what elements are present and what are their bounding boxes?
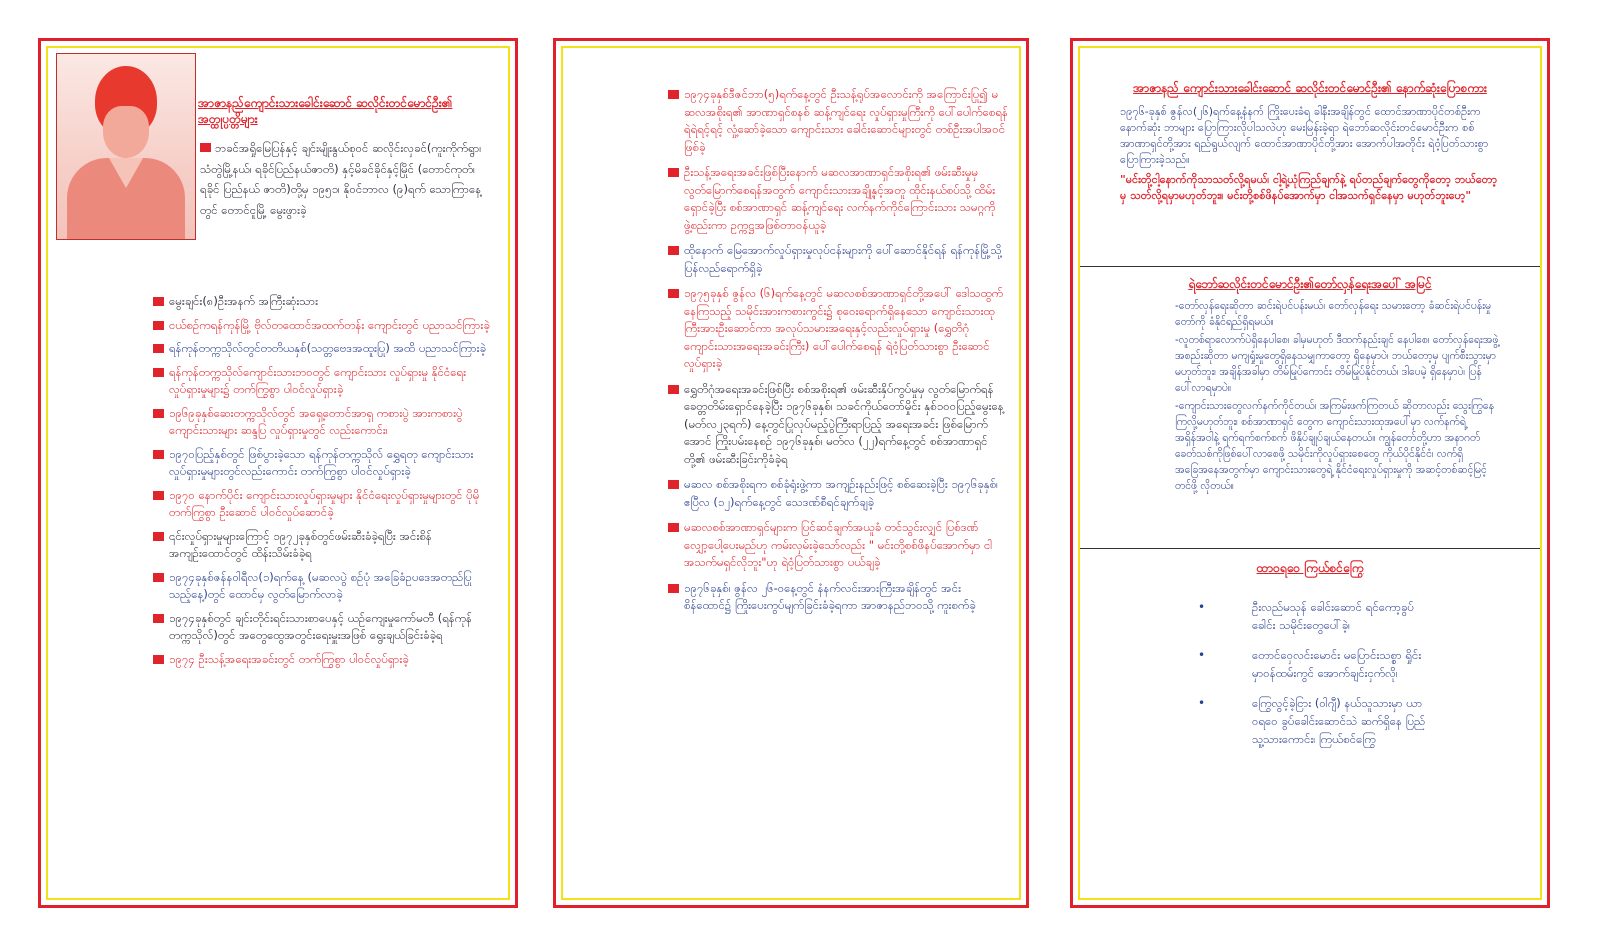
biography-intro [60, 138, 490, 220]
list-item [668, 285, 1008, 373]
bullet-marker [153, 614, 164, 623]
last-words-section [1120, 80, 1500, 204]
list-item [153, 446, 493, 481]
intro-block [200, 138, 490, 220]
bullet-marker [668, 246, 679, 255]
bullet-marker [668, 90, 679, 99]
poem-item-text: တောင်ဝှေလင်းမောင်း မပြောင်းသစ္စာ ရှိုင်းမှာဝန်ထမ်းကွင် အောက်ချင်းငှက်လို၊ [1252, 648, 1422, 680]
bullet-marker [153, 409, 164, 418]
revolution-view-line: -လူတစ်ရာလောက်ပဲရှိနေပါစေ၊ ခါမှမဟုတ် ဒီထက်နည်းချင် နေပါစေ၊ တော်လှန်ရေးအဖွဲ့အစည်းဆိုတာ မကျရှုံးမှုတွေရှိနေသမျှကာတော့ ရှိနေမှာပဲ၊ ဘယ်တော့မှ ပျက်စီးသွားမှာမဟုတ်ဘူး၊ အချိန်အခါမှာ တိမ်မြုပ်ကောင်း တိမ်မြုပ်နိုင်တယ်၊ ဒါပေမဲ့ ရှိနေမှာပဲ၊ ပြန်ပေါ်လာရမှာပဲ။ [1175, 334, 1499, 394]
list-item-text: ၁၉၇၆ခုနှစ်၊ ဇွန်လ ၂၆-ဝနေ့တွင် နံနက်လင်းအားကြီးအချိန်တွင် အင်းစိန်ထောင်၌ ကြိုးပေးကွပ်မျက်ခြင်းခံခဲ့ရကာ အာဇာနည်ဘဝသို့ ကူးစက်ခဲ့ [684, 580, 976, 612]
bullet-marker [668, 289, 679, 298]
last-words-body: ၁၉၇၆-ခုနှစ် ဇွန်လ(၂၆)ရက်နေ့နံနက် ကြိုးပေးခံရ ခါနီးအချိန်တွင် ထောင်အာဏာပိုင်တစ်ဦးက နောက်ဆုံး ဘာများ ပြောကြားလိုပါသလဲဟု မေးမြန်းခဲ့ရာ ရဲဘော်ဆလိုင်းတင်မောင်ဦးက စစ်အာဏာရှင်တို့အား ရည်ရွယ်လျက် ထောင်အာဏာပိုင်တို့အား အောက်ပါအတိုင်း ရဲဝံ့ပြတ်သားစွာ ပြောကြားခဲ့သည်။ [1120, 105, 1489, 166]
list-item [153, 293, 493, 311]
list-item-text: ထိုနောက် မြေအောက်လှုပ်ရှားမှုလုပ်ငန်းများကို ပေါ်ဆောင်နိုင်ရန် ရန်ကုန်မြို့သို့ ပြန်လည်ရောက်ရှိခဲ့ [684, 243, 1002, 275]
poem-section [1120, 560, 1500, 576]
list-item-text: ၁၉၇၄ခုနှစ်ဇန်နဝါရီလ(၁)ရက်နေ့ (မဆလပွဲ စဉ်ပုံ အခြေခံဥပဒေအတည်ပြုသည့်နေ့)တွင် ထောင်မှ လွတ်မြောက်လာခဲ့ [169, 569, 472, 601]
bullet-marker [153, 344, 164, 353]
left-panel-inner [46, 46, 510, 900]
revolution-view-section [1120, 276, 1500, 496]
events-list [668, 86, 1008, 623]
bullet-marker [668, 480, 679, 489]
poem-title: ထာဝရဝေ ကြယ်စင်ကြွေ [1256, 561, 1364, 575]
list-item [668, 519, 1008, 572]
revolution-view-line: -ကျောင်းသားတွေလက်နက်ကိုင်တယ်၊ အကြမ်းဖက်ကြတယ် ဆိုတာလည်း သွေးကြွနေကြလို့မဟုတ်ဘူး၊ စစ်အာဏာရှင် တွေက ကျောင်းသားထုအပေါ်မှာ လက်နက်ရဲ့အရှိန်အဝါနဲ့ ရက်ရက်စက်စက် ဖိနှိပ်ချုပ်ချယ်နေတယ်။ ကျွန်တော်တို့ဟာ အနာဂတ်ခေတ်သစ်ကိုဖြစ်ပေါ်လာစေဖို့ သမိုင်းကိုလှုပ်ရှားစေတွေ ကိုယ်ပိုင်နိုင်ငံ၊ လက်ရှိအခြေအနေအတွက်မှာ ကျောင်းသားတွေရဲ့ နိုင်ငံရေးလှုပ်ရှားမှုကို အဆင့်တစ်ဆင့်မြင့်တင်ဖို့ လိုတယ်။ [1175, 400, 1495, 492]
list-item-text: မဆလ စစ်အစိုးရက စစ်ခုံရုံးဖွဲ့ကာ အကျဉ်းနည်းဖြင့် စစ်ဆေးခဲ့ပြီး ၁၉၇၆ခုနှစ်၊ ဧပြီလ (၁၂)ရက်နေ့တွင် သေဒဏ်စီရင်ချက်ချခဲ့ [684, 477, 998, 509]
list-item [153, 340, 493, 358]
list-item [153, 528, 493, 563]
bullet-dot-icon: • [1198, 600, 1206, 614]
middle-panel [553, 38, 1029, 908]
poem-item [1198, 598, 1428, 634]
list-item-text: ငယ်စဉ်ကရန်ကုန်မြို့ ဗိုလ်တထောင်အထက်တန်း ကျောင်းတွင် ပညာသင်ကြားခဲ့ [169, 317, 490, 332]
list-item-text: ၁၉၇၄ ဦးသန့်အရေးအခင်းတွင် တက်ကြွစွာ ပါဝင်လှုပ်ရှားခဲ့ [169, 651, 409, 666]
bullet-marker [153, 573, 164, 582]
bullet-marker [153, 368, 164, 377]
list-item [668, 381, 1008, 469]
list-item [668, 164, 1008, 234]
list-item-text: ၁၉၇၀ပြည့်နှစ်တွင် ဖြစ်ပွားခဲ့သော ရန်ကုန်တက္ကသိုလ် ရွှေရတု ကျောင်းသားလှုပ်ရှားမှုများတွင်လည်းကောင်း တက်ကြွစွာ ပါဝင်လှုပ်ရှားခဲ့ [169, 446, 474, 478]
list-item [153, 405, 493, 440]
list-item-text: ၁၉၇၅ခုနှစ် ဇွန်လ (၆)ရက်နေ့တွင် မဆလစစ်အာဏာရှင်တို့အပေါ် ဒေါသထွက်နေကြသည့် သမိုင်းအားကစားကွင်း၌ စုဝေးရောက်ရှိနေသော ကျောင်းသားထုကြီးအားဦးဆောင်ကာ အလုပ်သမားအရေးနှင့်လည်းလှုပ်ရှားမှု (ရွှေတိဂုံကျောင်းသားအရေးအခင်းကြီး) ပေါ်ပေါက်စေရန် ရဲဝံ့ပြတ်သားစွာ ဦးဆောင်လှုပ်ရှားခဲ့ [684, 286, 1004, 370]
bullet-marker [668, 168, 679, 177]
poem-list [1198, 598, 1428, 760]
poem-item [1198, 694, 1428, 748]
intro-text: ဘခင်အရှိုမြေပြန်နှင့် ချင်းမျိုးနွယ်စုဝင် ဆလိုင်းလှခင်(ကူးကိုက်ရွာ၊ သံတွဲမြို့နယ်၊ ရခိုင်ပြည်နယ်ဇာတိ) နှင့်မိခင်ခိုင်နှင့်မြိုင် (တောင်ကုတ်၊ရခိုင် ပြည်နယ် ဇာတိ)တို့မှ ၁၉၅၁၊ နိုဝင်ဘာလ (၉)ရက် သောကြာနေ့တွင် တောင်ငူမြို့ မွေးဖွားခဲ့ [200, 141, 482, 217]
list-item-text: ၁၉၇၀ နောက်ပိုင်း ကျောင်းသားလှုပ်ရှားမှုများ နိုင်ငံရေးလှုပ်ရှားမှုများတွင် ပိုမိုတက်ကြွစွာ ဦးဆောင် ပါဝင်လှုပ်ဆောင်ခဲ့ [169, 487, 480, 519]
list-item-text: ရွှေတိဂုံအရေးအခင်းဖြစ်ပြီး စစ်အစိုးရ၏ ဖမ်းဆီးနှိပ်ကွပ်မှုမှ လွတ်မြောက်ရန် ခေတ္တတိမ်းရှောင်နေခဲ့ပြီး ၁၉၇၆ခုနှစ်၊ သခင်ကိုယ်တော်မှိုင်း နှစ်၁၀၀ပြည့်မွေးနေ့ (မတ်လ၂၃ရက်) နေ့တွင်ပြုလုပ်မည့်ပွဲကြီးရာပြည့် အရေးအခင်း ဖြစ်မြောက်အောင် ကြိုးပမ်းနေစဉ် ၁၉၇၆ခုနှစ်၊ မတ်လ (၂၂)ရက်နေ့တွင် စစ်အာဏာရှင်တို့၏ ဖမ်းဆီးခြင်းကိုခံခဲ့ရ [684, 381, 1004, 466]
list-item-text: ၎င်းလှုပ်ရှားမှုများကြောင့် ၁၉၇၂ခုနှစ်တွင်ဖမ်းဆီးခံခဲ့ရပြီး အင်းစိန်အကျဉ်းထောင်တွင် ထိန်းသိမ်းခံခဲ့ရ [169, 528, 432, 560]
revolution-view-lines [1120, 298, 1500, 494]
list-item [668, 580, 1008, 615]
list-item-text: ဦးသန့်အရေးအခင်းဖြစ်ပြီးနောက် မဆလအာဏာရှင်အစိုးရ၏ ဖမ်းဆီးမှုမှ လွတ်မြောက်စေရန်အတွက် ကျောင်းသားအချို့နှင့်အတူ ထိုင်းနယ်စပ်သို့ ထိမ်းရှောင်ခဲ့ပြီး စစ်အာဏာရှင် ဆန့်ကျင်ရေး လက်နက်ကိုင်ကြောင်းသား သမဂ္ဂကို ဖွဲ့စည်းကာ ဥက္ကဋ္ဌအဖြစ်တာဝန်ယူခဲ့ [684, 165, 996, 232]
poem-item [1198, 646, 1428, 682]
right-panel [1070, 38, 1550, 908]
revolution-view-title: ရဲဘော်ဆလိုင်းတင်မောင်ဦး၏တော်လှန်ရေးအပေါ် အမြင် [1188, 277, 1432, 291]
middle-panel-inner [561, 46, 1021, 900]
list-item [668, 242, 1008, 277]
list-item-text: ၁၉၇၄ခုနှစ်ဒီဇင်ဘာ(၅)ရက်နေ့တွင် ဦးသန့်ရုပ်အလောင်းကို အကြောင်းပြု၍ မဆလအစိုးရ၏ အာဏာရှင်စနစ် ဆန့်ကျင်ရေး လှုပ်ရှားမှုကြီးကို ပေါ်ပေါက်စေရန် ရဲရဲရင့်ရင့် လှုံ့ဆော်ခဲ့သော ကျောင်းသား ခေါင်းဆောင်များတွင် တစ်ဦးအပါအဝင်ဖြစ်ခဲ့ [684, 87, 1008, 154]
list-item-text: မွေးချင်း(၈)ဦးအနက် အကြီးဆုံးသား [169, 294, 319, 308]
revolution-view-line: -တော်လှန်ရေးဆိုတာ ဆင်းရဲပင်ပန်းမယ်၊ တော်လှန်ရေး သမားတော့ ခံဆင်းရဲပင်ပန်းမှုတော်ကို ခံနိုင်ရည်ရှိရမယ်။ [1175, 300, 1491, 328]
list-item [668, 476, 1008, 511]
list-item-text: ရန်ကုန်တက္ကသိုလ်တွင်တတိယနှစ်(သတ္တဗေဒအထူးပြု) အထိ ပညာသင်ကြားခဲ့ [169, 341, 487, 355]
section-divider [1080, 548, 1540, 549]
list-item [153, 569, 493, 604]
right-panel-inner [1078, 46, 1542, 900]
list-item [153, 317, 493, 335]
poem-item-text: ဦးလည်မသုန် ခေါင်းဆောင် ရင်ကော့ခွပ်ခေါင်း သမိုင်းတွေပေါ်ခဲ့၊ [1252, 600, 1414, 632]
list-item [668, 86, 1008, 156]
bullet-marker [153, 491, 164, 500]
list-item [153, 651, 493, 669]
list-item [153, 364, 493, 399]
bullet-dot-icon: • [1198, 648, 1206, 662]
list-item-text: ရန်ကုန်တက္ကသိုလ်ကျောင်းသားဘဝတွင် ကျောင်းသား လှုပ်ရှားမှု နိုင်ငံရေးလှုပ်ရှားမှုများ၌ တက်ကြွစွာ ပါဝင်လှုပ်ရှားခဲ့ [169, 364, 467, 396]
bullet-marker [153, 321, 164, 330]
last-words-title: အာဇာနည် ကျောင်းသားခေါင်းဆောင် ဆလိုင်းတင်မောင်ဦး၏ နောက်ဆုံးပြောစကား [1133, 81, 1487, 95]
bullet-marker [153, 297, 164, 306]
bullet-marker [200, 143, 211, 152]
list-item-text: ၁၉၆၉ခုနှစ်ဆေးတက္ကသိုလ်တွင် အရှေ့တောင်အာရှ ကစားပွဲ အားကစားပွဲ ကျောင်းသားများ ဆန္ဒပြ လှုပ်ရှားမှုတွင် လည်းကောင်း၊ [169, 405, 463, 437]
list-item-text: ၁၉၇၄ခုနှစ်တွင် ချင်းတိုင်းရင်းသားစာပေနှင့် ယဉ်ကျေးမှုကော်မတီ (ရန်ကုန်တက္ကသိုလ်)တွင် အတွေထွေအတွင်းရေးမှူးအဖြစ် ရွေးချယ်ခြင်းခံခဲ့ရ [169, 610, 472, 642]
last-words-quote: "မင်းတို့ငါ့နောက်ကိုသာသတ်လို့ရမယ်၊ ငါ့ရဲ့ယုံကြည်ချက်နဲ့ ရပ်တည်ချက်တွေကိုတော့ ဘယ်တော့မှ သတ်လို့ရမှာမဟုတ်ဘူး။ မင်းတို့စစ်ဖိနပ်အောက်မှာ ငါအသက်ရှင်နေမှာ မဟုတ်ဘူးဟေ့" [1120, 173, 1498, 202]
bullet-marker [668, 523, 679, 532]
biography-list [153, 293, 493, 674]
bullet-marker [153, 532, 164, 541]
bullet-marker [153, 655, 164, 664]
poem-item-text: ကြွေလွင့်ခဲ့ငြား (ဝါဂျီ) နယ်သူသားမှာ ယာဝရဝေ ခွပ်ခေါင်းဆောင်သဲ ဆက်ရှိနေ ပြည်သူ့သားကောင်း၊ ကြယ်စင်ကြွေ [1252, 696, 1426, 746]
section-divider [1080, 266, 1540, 267]
bullet-marker [153, 450, 164, 459]
list-item [153, 610, 493, 645]
biography-title: အာဇာနည်ကျောင်းသားခေါင်းဆောင် ဆလိုင်းတင်မောင်ဦး၏ အတ္ထုပ္ပတ္တိများ [198, 96, 453, 126]
list-item-text: မဆလစစ်အာဏာရှင်များက ပြင်ဆင်ချက်အယူခံ တင်သွင်းလျှင် ပြစ်ဒဏ်လျှော့ပေါ့ပေးမည်ဟု ကမ်းလှမ်းခဲ့သော်လည်း " မင်းတို့စစ်ဖိနပ်အောက်မှာ ငါအသက်မရှင်လိုဘူး"ဟု ရဲဝံ့ပြတ်သားစွာ ပယ်ချခဲ့ [684, 520, 993, 569]
left-panel [38, 38, 518, 908]
bullet-marker [668, 385, 679, 394]
list-item [153, 487, 493, 522]
bullet-dot-icon: • [1198, 696, 1206, 710]
bullet-marker [668, 584, 679, 593]
